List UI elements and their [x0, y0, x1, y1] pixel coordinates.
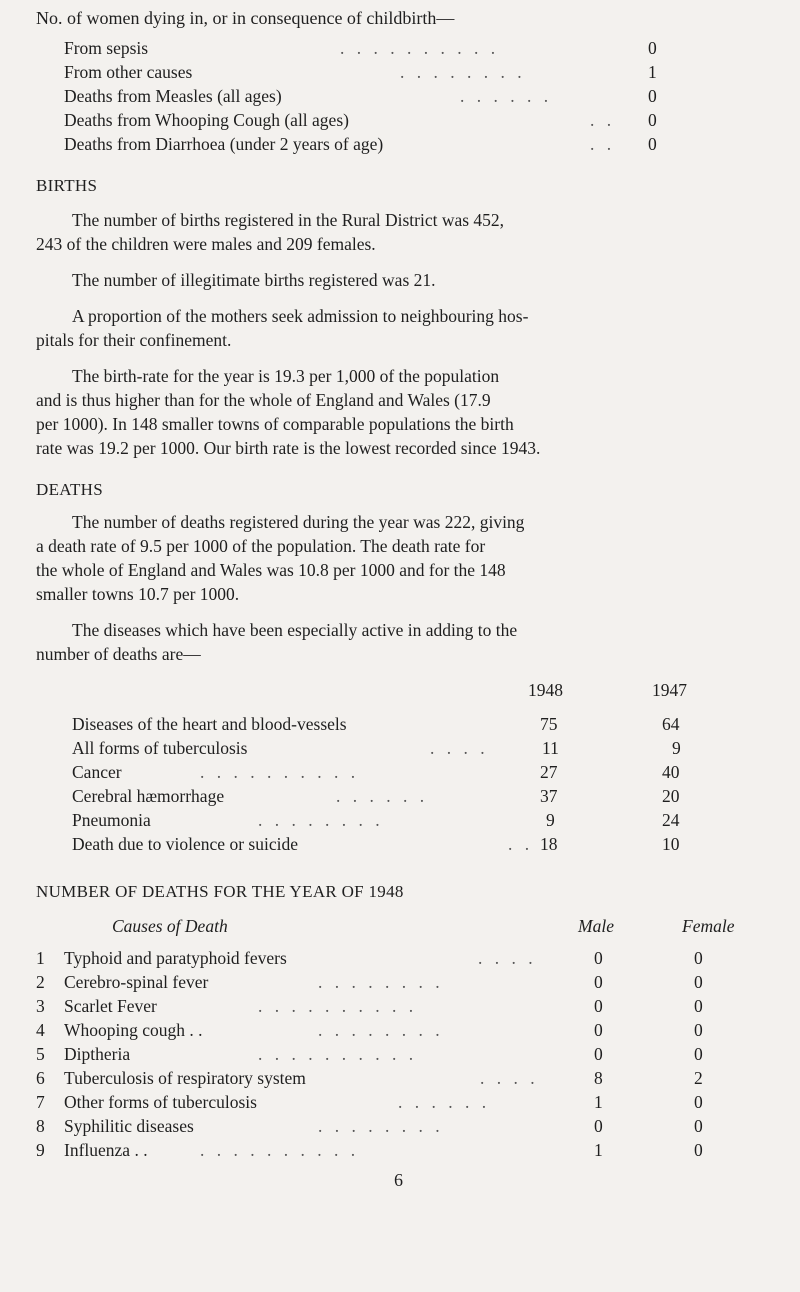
births-paragraph-line: rate was 19.2 per 1000. Our birth rate is the lowest recorded since 1943.: [36, 438, 541, 458]
list-item: [0, 38, 800, 62]
male-count: 1: [594, 1092, 603, 1112]
row-value: 0: [648, 38, 657, 58]
row-label: Cancer: [72, 762, 122, 782]
male-count: 0: [594, 948, 603, 968]
leader-dots: . . . . . . . . . .: [340, 38, 500, 58]
female-count: 0: [694, 972, 703, 992]
table-row: [0, 810, 800, 834]
row-number: 1: [36, 948, 45, 968]
table-row: [0, 834, 800, 858]
leader-dots: . . . . . . . . . .: [200, 762, 360, 782]
row-value: 0: [648, 134, 657, 154]
table-row: [0, 1092, 800, 1116]
female-count: 0: [694, 996, 703, 1016]
column-header-causes: Causes of Death: [112, 916, 228, 936]
row-label: From other causes: [64, 62, 193, 82]
leader-dots: . . . . . . . . . .: [200, 1140, 360, 1160]
row-value: 0: [648, 110, 657, 130]
leader-dots: . . . .: [480, 1068, 539, 1088]
table-header: [0, 680, 800, 704]
value-1947: 24: [662, 810, 680, 830]
childbirth-intro: No. of women dying in, or in consequence of childbirth—: [36, 8, 455, 28]
male-count: 8: [594, 1068, 603, 1088]
deaths-paragraph-line: The number of deaths registered during the year was 222, giving: [72, 512, 525, 532]
table-row: [0, 762, 800, 786]
leader-dots: . . . .: [430, 738, 489, 758]
row-number: 2: [36, 972, 45, 992]
table-header: [0, 916, 800, 940]
table-row: [0, 714, 800, 738]
births-paragraph-line: The number of illegitimate births registered was 21.: [72, 270, 436, 290]
table-row: [0, 972, 800, 996]
deaths-paragraph-line: number of deaths are—: [36, 644, 201, 664]
births-paragraph-line: pitals for their confinement.: [36, 330, 232, 350]
cause-label: Diptheria: [64, 1044, 131, 1064]
table-row: [0, 1020, 800, 1044]
row-label: Deaths from Whooping Cough (all ages): [64, 110, 349, 130]
leader-dots: . . . . . . . . . .: [258, 1044, 418, 1064]
value-1948: 18: [540, 834, 558, 854]
row-label: Deaths from Measles (all ages): [64, 86, 282, 106]
row-value: 1: [648, 62, 657, 82]
value-1948: 11: [542, 738, 559, 758]
table-row: [0, 786, 800, 810]
cause-label: Influenza . .: [64, 1140, 148, 1160]
column-header-male: Male: [578, 916, 614, 936]
leader-dots: . . . . . . . .: [258, 810, 384, 830]
row-label: From sepsis: [64, 38, 149, 58]
list-item: [0, 86, 800, 110]
births-paragraph-line: per 1000). In 148 smaller towns of comparable populations the birth: [36, 414, 514, 434]
row-number: 5: [36, 1044, 45, 1064]
male-count: 0: [594, 972, 603, 992]
deaths-paragraph-line: smaller towns 10.7 per 1000.: [36, 584, 240, 604]
row-label: Death due to violence or suicide: [72, 834, 298, 854]
table-row: [0, 1044, 800, 1068]
value-1948: 37: [540, 786, 558, 806]
births-paragraph-line: and is thus higher than for the whole of England and Wales (17.9: [36, 390, 491, 410]
table-row: [0, 948, 800, 972]
leader-dots: . .: [508, 834, 534, 854]
row-value: 0: [648, 86, 657, 106]
female-count: 2: [694, 1068, 703, 1088]
leader-dots: . . . . . . . . . .: [258, 996, 418, 1016]
row-label: Cerebral hæmorrhage: [72, 786, 225, 806]
row-label: Diseases of the heart and blood-vessels: [72, 714, 347, 734]
table-row: [0, 1116, 800, 1140]
male-count: 0: [594, 996, 603, 1016]
cause-label: Tuberculosis of respiratory system: [64, 1068, 306, 1088]
column-header-1948: 1948: [528, 680, 563, 700]
table-row: [0, 1068, 800, 1092]
row-label: All forms of tuberculosis: [72, 738, 248, 758]
row-number: 9: [36, 1140, 45, 1160]
value-1947: 9: [672, 738, 681, 758]
row-number: 4: [36, 1020, 45, 1040]
list-item: [0, 62, 800, 86]
leader-dots: . . . .: [478, 948, 537, 968]
male-count: 1: [594, 1140, 603, 1160]
female-count: 0: [694, 1092, 703, 1112]
female-count: 0: [694, 1140, 703, 1160]
leader-dots: . . . . . .: [460, 86, 553, 106]
column-header-female: Female: [682, 916, 735, 936]
row-label: Deaths from Diarrhoea (under 2 years of age): [64, 134, 384, 154]
deaths-heading: DEATHS: [36, 480, 103, 499]
male-count: 0: [594, 1020, 603, 1040]
male-count: 0: [594, 1116, 603, 1136]
leader-dots: . . . . . . . .: [318, 1116, 444, 1136]
leader-dots: . . . . . . . .: [400, 62, 526, 82]
value-1947: 64: [662, 714, 680, 734]
deaths-paragraph-line: a death rate of 9.5 per 1000 of the population. The death rate for: [36, 536, 486, 556]
births-paragraph-line: The number of births registered in the Rural District was 452,: [72, 210, 505, 230]
column-header-1947: 1947: [652, 680, 687, 700]
female-count: 0: [694, 1044, 703, 1064]
cause-label: Scarlet Fever: [64, 996, 157, 1016]
table-row: [0, 1140, 800, 1164]
leader-dots: . . . . . .: [398, 1092, 491, 1112]
value-1947: 10: [662, 834, 680, 854]
page-number: 6: [394, 1170, 403, 1190]
list-item: [0, 134, 800, 158]
table-row: [0, 996, 800, 1020]
number-of-deaths-heading: NUMBER OF DEATHS FOR THE YEAR OF 1948: [36, 882, 404, 901]
leader-dots: . . . . . . . .: [318, 972, 444, 992]
female-count: 0: [694, 1116, 703, 1136]
row-number: 7: [36, 1092, 45, 1112]
female-count: 0: [694, 1020, 703, 1040]
list-item: [0, 110, 800, 134]
value-1947: 40: [662, 762, 680, 782]
row-number: 3: [36, 996, 45, 1016]
cause-label: Other forms of tuberculosis: [64, 1092, 257, 1112]
value-1948: 27: [540, 762, 558, 782]
leader-dots: . . . . . . . .: [318, 1020, 444, 1040]
births-paragraph-line: 243 of the children were males and 209 females.: [36, 234, 376, 254]
cause-label: Typhoid and paratyphoid fevers: [64, 948, 287, 968]
row-number: 8: [36, 1116, 45, 1136]
value-1947: 20: [662, 786, 680, 806]
male-count: 0: [594, 1044, 603, 1064]
female-count: 0: [694, 948, 703, 968]
births-paragraph-line: A proportion of the mothers seek admission to neighbouring hos-: [72, 306, 529, 326]
leader-dots: . . . . . .: [336, 786, 429, 806]
table-row: [0, 738, 800, 762]
deaths-paragraph-line: the whole of England and Wales was 10.8 per 1000 and for the 148: [36, 560, 506, 580]
cause-label: Whooping cough . .: [64, 1020, 203, 1040]
deaths-paragraph-line: The diseases which have been especially active in adding to the: [72, 620, 518, 640]
value-1948: 75: [540, 714, 558, 734]
row-number: 6: [36, 1068, 45, 1088]
leader-dots: . .: [590, 110, 616, 130]
leader-dots: . .: [590, 134, 616, 154]
value-1948: 9: [546, 810, 555, 830]
cause-label: Cerebro-spinal fever: [64, 972, 209, 992]
births-paragraph-line: The birth-rate for the year is 19.3 per 1,000 of the population: [72, 366, 500, 386]
row-label: Pneumonia: [72, 810, 151, 830]
births-heading: BIRTHS: [36, 176, 98, 195]
cause-label: Syphilitic diseases: [64, 1116, 194, 1136]
